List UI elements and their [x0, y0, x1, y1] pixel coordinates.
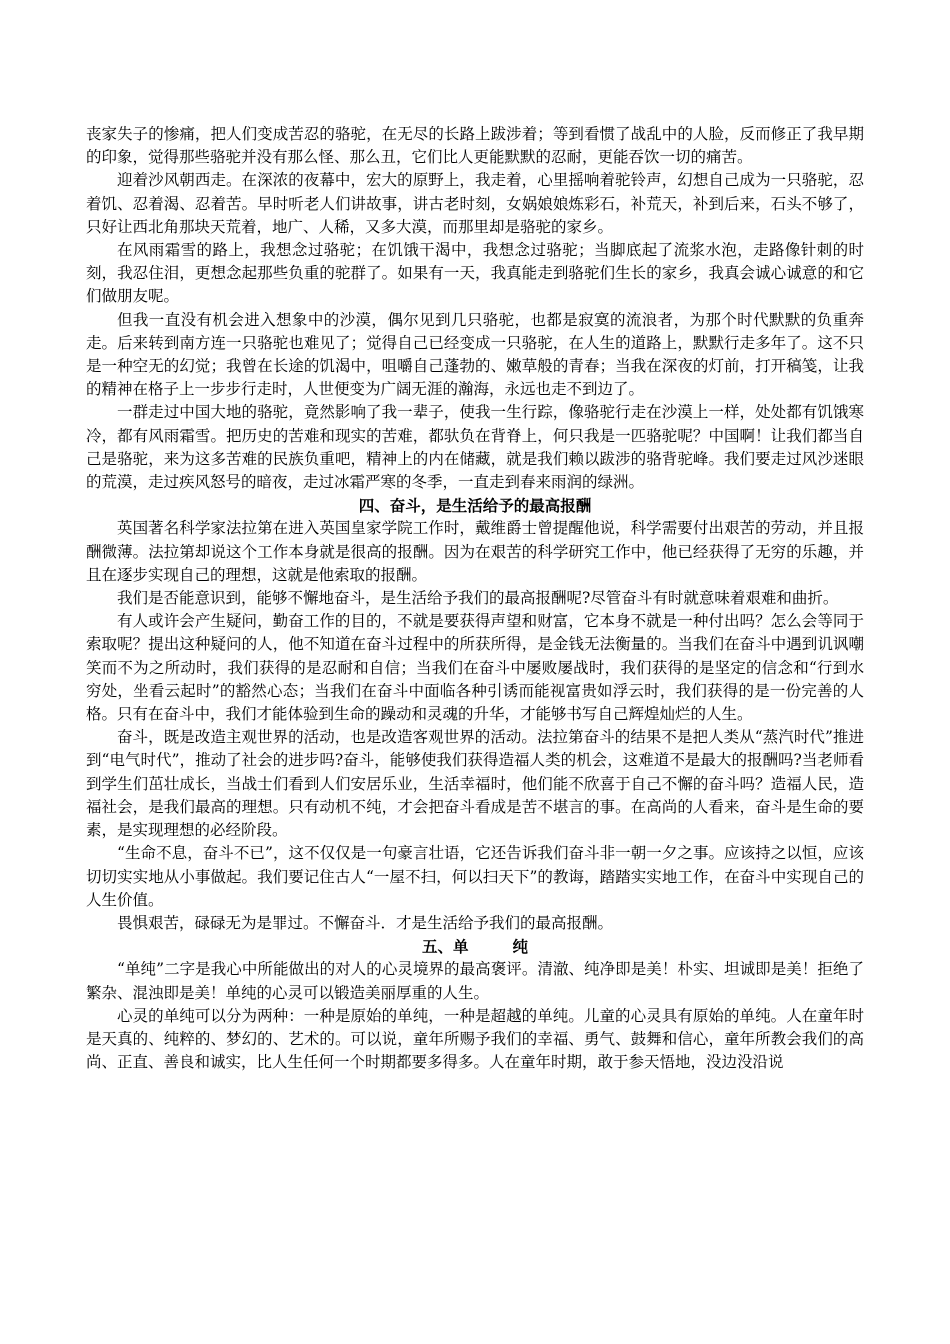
paragraph: 但我一直没有机会进入想象中的沙漠，偶尔见到几只骆驼，也都是寂寞的流浪者，为那个时代默默的负重奔走。后来转到南方连一只骆驼也难见了；觉得自己已经变成一只骆驼，在人生的道路上，默默行走多年了。这不只是一种空无的幻觉；我曾在长途的饥渴中，咀嚼自己蓬勃的、嫩草般的青春；当我在深夜的灯前，打开稿笺，让我的精神在格子上一步步行走时，人世便变为广阔无涯的瀚海，永远也走不到边了。: [86, 310, 864, 399]
section-heading-suffix: 纯: [512, 937, 529, 957]
section-heading-prefix: 五、单: [421, 937, 469, 957]
paragraph: 心灵的单纯可以分为两种：一种是原始的单纯，一种是超越的单纯。儿童的心灵具有原始的单纯。人在童年时是天真的、纯粹的、梦幻的、艺术的。可以说，童年所赐予我们的幸福、勇气、鼓舞和信心，童年所教会我们的高尚、正直、善良和诚实，比人生任何一个时期都要多得多。人在童年时期，敢于参天悟地，没边没沿说: [86, 1006, 864, 1072]
paragraph: 畏惧艰苦，碌碌无为是罪过。不懈奋斗．才是生活给予我们的最高报酬。: [117, 913, 614, 932]
section-heading: 四、奋斗，是生活给予的最高报酬: [358, 496, 592, 516]
paragraph: 我们是否能意识到，能够不懈地奋斗，是生活给予我们的最高报酬呢?尽管奋斗有时就意味着艰难和曲折。: [117, 589, 839, 608]
paragraph: 有人或许会产生疑问，勤奋工作的目的，不就是要获得声望和财富，它本身不就是一种付出吗？怎么会等同于索取呢？提出这种疑问的人，他不知道在奋斗过程中的所获所得，是金钱无法衡量的。当我们在奋斗中遇到讥讽嘲笑而不为之所动时，我们获得的是忍耐和自信；当我们在奋斗中屡败屡战时，我们获得的是坚定的信念和“行到水穷处，坐看云起时”的豁然心态；当我们在奋斗中面临各种引诱而能视富贵如浮云时，我们获得的是一份完善的人格。只有在奋斗中，我们才能体验到生命的躁动和灵魂的升华，才能够书写自己辉煌灿烂的人生。: [86, 612, 864, 724]
paragraph: “生命不息，奋斗不已”，这不仅仅是一句豪言壮语，它还告诉我们奋斗非一朝一夕之事。应该持之以恒，应该切切实实地从小事做起。我们要记住古人“一屋不扫，何以扫天下”的教诲，踏踏实实地工作，在奋斗中实现自己的人生价值。: [86, 844, 864, 909]
section-heading: [86, 935, 864, 958]
paragraph: 英国著名科学家法拉第在进入英国皇家学院工作时，戴维爵士曾提醒他说，科学需要付出艰苦的劳动，并且报酬微薄。法拉第却说这个工作本身就是很高的报酬。因为在艰苦的科学研究工作中，他已经获得了无穷的乐趣，并且在逐步实现自己的理想，这就是他索取的报酬。: [86, 519, 864, 584]
paragraph: 在风雨霜雪的路上，我想念过骆驼；在饥饿干渴中，我想念过骆驼；当脚底起了流浆水泡，走路像针刺的时刻，我忍住泪，更想念起那些负重的驼群了。如果有一天，我真能走到骆驼们生长的家乡，我真会诚心诚意的和它们做朋友呢。: [86, 241, 864, 306]
paragraph: 奋斗，既是改造主观世界的活动，也是改造客观世界的活动。法拉第奋斗的结果不是把人类从“蒸汽时代”推进到“电气时代”，推动了社会的进步吗?奋斗，能够使我们获得造福人类的机会，这难道不是最大的报酬吗?当老师看到学生们茁壮成长，当战士们看到人们安居乐业，生活幸福时，他们能不欣喜于自己不懈的奋斗吗？造福人民，造福社会，是我们最高的理想。只有动机不纯，才会把奋斗看成是苦不堪言的事。在高尚的人看来，奋斗是生命的要素，是实现理想的必经阶段。: [86, 728, 864, 840]
document-page: [86, 123, 864, 1074]
paragraph: 丧家失子的惨痛，把人们变成苦忍的骆驼，在无尽的长路上跋涉着；等到看惯了战乱中的人脸，反而修正了我早期的印象，觉得那些骆驼并没有那么怪、那么丑，它们比人更能默默的忍耐，更能吞饮一切的痛苦。: [86, 125, 864, 167]
paragraph: “单纯”二字是我心中所能做出的对人的心灵境界的最高褒评。清澈、纯净即是美！朴实、坦诚即是美！拒绝了繁杂、混浊即是美！单纯的心灵可以锻造美丽厚重的人生。: [86, 960, 864, 1002]
paragraph: 迎着沙风朝西走。在深浓的夜幕中，宏大的原野上，我走着，心里摇响着驼铃声，幻想自己成为一只骆驼，忍着饥、忍着渴、忍着苦。早时听老人们讲故事，讲古老时刻，女娲娘娘炼彩石，补荒天，补到后来，石头不够了，只好让西北角那块天荒着，地广、人稀，又多大漠，而那里却是骆驼的家乡。: [86, 171, 864, 236]
paragraph: 一群走过中国大地的骆驼，竟然影响了我一辈子，使我一生行踪，像骆驼行走在沙漠上一样，处处都有饥饿寒冷，都有风雨霜雪。把历史的苦难和现实的苦难，都驮负在背脊上，何只我是一匹骆驼呢？中国啊！让我们都当自己是骆驼，来为这多苦难的民族负重吧，精神上的内在储藏，就是我们赖以跋涉的骆背驼峰。我们要走过风沙迷眼的荒漠，走过疾风怒号的暗夜，走过冰霜严寒的冬季，一直走到春来雨润的绿洲。: [86, 403, 864, 492]
